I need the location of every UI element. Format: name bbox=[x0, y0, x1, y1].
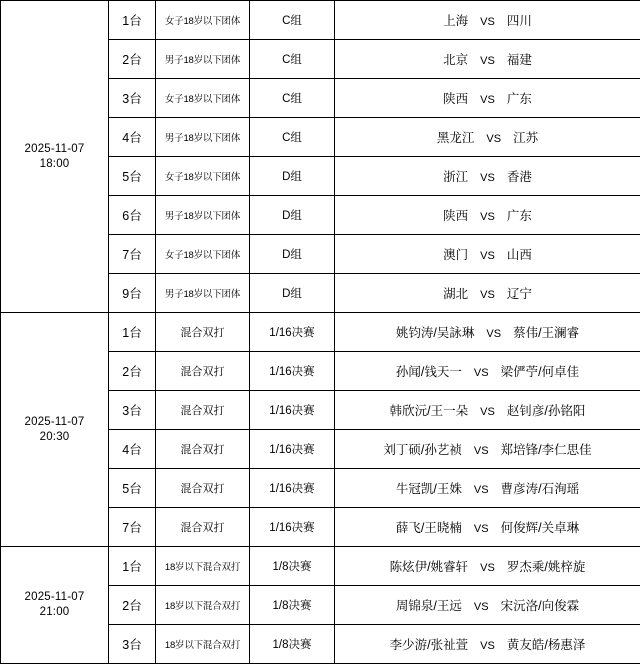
vs-label: VS bbox=[462, 601, 501, 613]
event-name: 男子18岁以下团体 bbox=[156, 118, 250, 157]
matchup-cell bbox=[335, 118, 640, 157]
matchup-cell bbox=[335, 313, 640, 352]
table-number: 5台 bbox=[109, 157, 156, 196]
home-competitor: 李少游/张祉萱 bbox=[390, 638, 468, 652]
away-competitor: 江苏 bbox=[513, 131, 538, 145]
event-name: 混合双打 bbox=[156, 352, 250, 391]
table-number: 3台 bbox=[109, 79, 156, 118]
matchup-cell bbox=[335, 274, 640, 313]
home-competitor: 韩欣沅/王一朵 bbox=[390, 404, 468, 418]
home-competitor: 北京 bbox=[443, 53, 468, 67]
vs-label: VS bbox=[468, 562, 507, 574]
home-competitor: 湖北 bbox=[443, 287, 468, 301]
round-name: 1/8决赛 bbox=[250, 547, 335, 586]
matchup-cell bbox=[335, 430, 640, 469]
round-name: 1/16决赛 bbox=[250, 313, 335, 352]
away-competitor: 广东 bbox=[507, 92, 532, 106]
table-number: 3台 bbox=[109, 391, 156, 430]
round-name: D组 bbox=[250, 196, 335, 235]
round-name: D组 bbox=[250, 235, 335, 274]
home-competitor: 孙闻/钱天一 bbox=[396, 365, 462, 379]
table-number: 5台 bbox=[109, 469, 156, 508]
matchup-cell bbox=[335, 79, 640, 118]
home-competitor: 姚钧涛/吴詠琳 bbox=[396, 326, 474, 340]
vs-label: VS bbox=[462, 367, 501, 379]
session-start-time: 21:00 bbox=[1, 605, 108, 620]
matchup-cell bbox=[335, 196, 640, 235]
away-competitor: 蔡伟/王澜睿 bbox=[513, 326, 579, 340]
away-competitor: 曹彦涛/石洵瑶 bbox=[501, 482, 579, 496]
matchup-cell bbox=[335, 235, 640, 274]
vs-label: VS bbox=[474, 328, 513, 340]
event-name: 18岁以下混合双打 bbox=[156, 586, 250, 625]
event-name: 男子18岁以下团体 bbox=[156, 196, 250, 235]
session-date: 2025-11-07 bbox=[1, 590, 108, 605]
round-name: C组 bbox=[250, 118, 335, 157]
table-row bbox=[1, 547, 640, 586]
event-name: 混合双打 bbox=[156, 469, 250, 508]
home-competitor: 刘丁硕/孙艺祯 bbox=[383, 443, 461, 457]
away-competitor: 香港 bbox=[507, 170, 532, 184]
matchup-cell bbox=[335, 508, 640, 547]
event-name: 女子18岁以下团体 bbox=[156, 157, 250, 196]
vs-label: VS bbox=[468, 94, 507, 106]
table-number: 7台 bbox=[109, 235, 156, 274]
table-row bbox=[1, 313, 640, 352]
away-competitor: 郑培锋/李仁思佳 bbox=[501, 443, 592, 457]
home-competitor: 陕西 bbox=[443, 92, 468, 106]
away-competitor: 赵钊彦/孙铭阳 bbox=[507, 404, 585, 418]
event-name: 混合双打 bbox=[156, 430, 250, 469]
round-name: 1/8决赛 bbox=[250, 625, 335, 664]
home-competitor: 澳门 bbox=[443, 248, 468, 262]
away-competitor: 宋沅洛/向俊霖 bbox=[501, 599, 579, 613]
event-name: 混合双打 bbox=[156, 508, 250, 547]
session-time-cell bbox=[1, 1, 109, 313]
event-name: 女子18岁以下团体 bbox=[156, 1, 250, 40]
table-number: 7台 bbox=[109, 508, 156, 547]
away-competitor: 福建 bbox=[507, 53, 532, 67]
session-time-cell bbox=[1, 547, 109, 664]
vs-label: VS bbox=[468, 289, 507, 301]
vs-label: VS bbox=[462, 523, 501, 535]
vs-label: VS bbox=[468, 406, 507, 418]
away-competitor: 辽宁 bbox=[507, 287, 532, 301]
round-name: 1/16决赛 bbox=[250, 352, 335, 391]
round-name: D组 bbox=[250, 274, 335, 313]
away-competitor: 四川 bbox=[507, 14, 532, 28]
table-number: 3台 bbox=[109, 625, 156, 664]
table-row bbox=[1, 1, 640, 40]
round-name: 1/16决赛 bbox=[250, 430, 335, 469]
event-name: 混合双打 bbox=[156, 391, 250, 430]
away-competitor: 广东 bbox=[507, 209, 532, 223]
session-date: 2025-11-07 bbox=[1, 142, 108, 157]
home-competitor: 浙江 bbox=[443, 170, 468, 184]
table-number: 9台 bbox=[109, 274, 156, 313]
away-competitor: 山西 bbox=[507, 248, 532, 262]
matchup-cell bbox=[335, 586, 640, 625]
round-name: C组 bbox=[250, 40, 335, 79]
event-name: 18岁以下混合双打 bbox=[156, 625, 250, 664]
round-name: 1/16决赛 bbox=[250, 508, 335, 547]
table-number: 1台 bbox=[109, 547, 156, 586]
event-name: 混合双打 bbox=[156, 313, 250, 352]
round-name: 1/8决赛 bbox=[250, 586, 335, 625]
session-start-time: 18:00 bbox=[1, 157, 108, 172]
matchup-cell bbox=[335, 352, 640, 391]
away-competitor: 何俊辉/关卓琳 bbox=[501, 521, 579, 535]
home-competitor: 黑龙江 bbox=[437, 131, 475, 145]
vs-label: VS bbox=[468, 211, 507, 223]
away-competitor: 梁俨苧/何卓佳 bbox=[501, 365, 579, 379]
session-start-time: 20:30 bbox=[1, 430, 108, 445]
home-competitor: 陕西 bbox=[443, 209, 468, 223]
event-name: 女子18岁以下团体 bbox=[156, 79, 250, 118]
event-name: 男子18岁以下团体 bbox=[156, 40, 250, 79]
table-number: 2台 bbox=[109, 586, 156, 625]
round-name: D组 bbox=[250, 157, 335, 196]
vs-label: VS bbox=[468, 640, 507, 652]
table-number: 4台 bbox=[109, 118, 156, 157]
session-time-cell bbox=[1, 313, 109, 547]
table-number: 1台 bbox=[109, 313, 156, 352]
home-competitor: 薛飞/王晓楠 bbox=[396, 521, 462, 535]
session-date: 2025-11-07 bbox=[1, 415, 108, 430]
matchup-cell bbox=[335, 157, 640, 196]
table-number: 4台 bbox=[109, 430, 156, 469]
table-number: 6台 bbox=[109, 196, 156, 235]
home-competitor: 陈炫伊/姚睿轩 bbox=[390, 560, 468, 574]
vs-label: VS bbox=[474, 133, 513, 145]
vs-label: VS bbox=[462, 484, 501, 496]
vs-label: VS bbox=[468, 172, 507, 184]
home-competitor: 牛冠凯/王姝 bbox=[396, 482, 462, 496]
table-number: 2台 bbox=[109, 352, 156, 391]
vs-label: VS bbox=[462, 445, 501, 457]
away-competitor: 罗杰乘/姚梓旋 bbox=[507, 560, 585, 574]
event-name: 18岁以下混合双打 bbox=[156, 547, 250, 586]
table-number: 2台 bbox=[109, 40, 156, 79]
round-name: C组 bbox=[250, 79, 335, 118]
vs-label: VS bbox=[468, 55, 507, 67]
home-competitor: 上海 bbox=[443, 14, 468, 28]
home-competitor: 周锦泉/王远 bbox=[396, 599, 462, 613]
round-name: C组 bbox=[250, 1, 335, 40]
round-name: 1/16决赛 bbox=[250, 391, 335, 430]
matchup-cell bbox=[335, 625, 640, 664]
matchup-cell bbox=[335, 469, 640, 508]
vs-label: VS bbox=[468, 250, 507, 262]
matchup-cell bbox=[335, 1, 640, 40]
matchup-cell bbox=[335, 547, 640, 586]
away-competitor: 黄友皓/杨惠泽 bbox=[507, 638, 585, 652]
matchup-cell bbox=[335, 391, 640, 430]
matchup-cell bbox=[335, 40, 640, 79]
event-name: 男子18岁以下团体 bbox=[156, 274, 250, 313]
table-number: 1台 bbox=[109, 1, 156, 40]
event-name: 女子18岁以下团体 bbox=[156, 235, 250, 274]
round-name: 1/16决赛 bbox=[250, 469, 335, 508]
vs-label: VS bbox=[468, 16, 507, 28]
